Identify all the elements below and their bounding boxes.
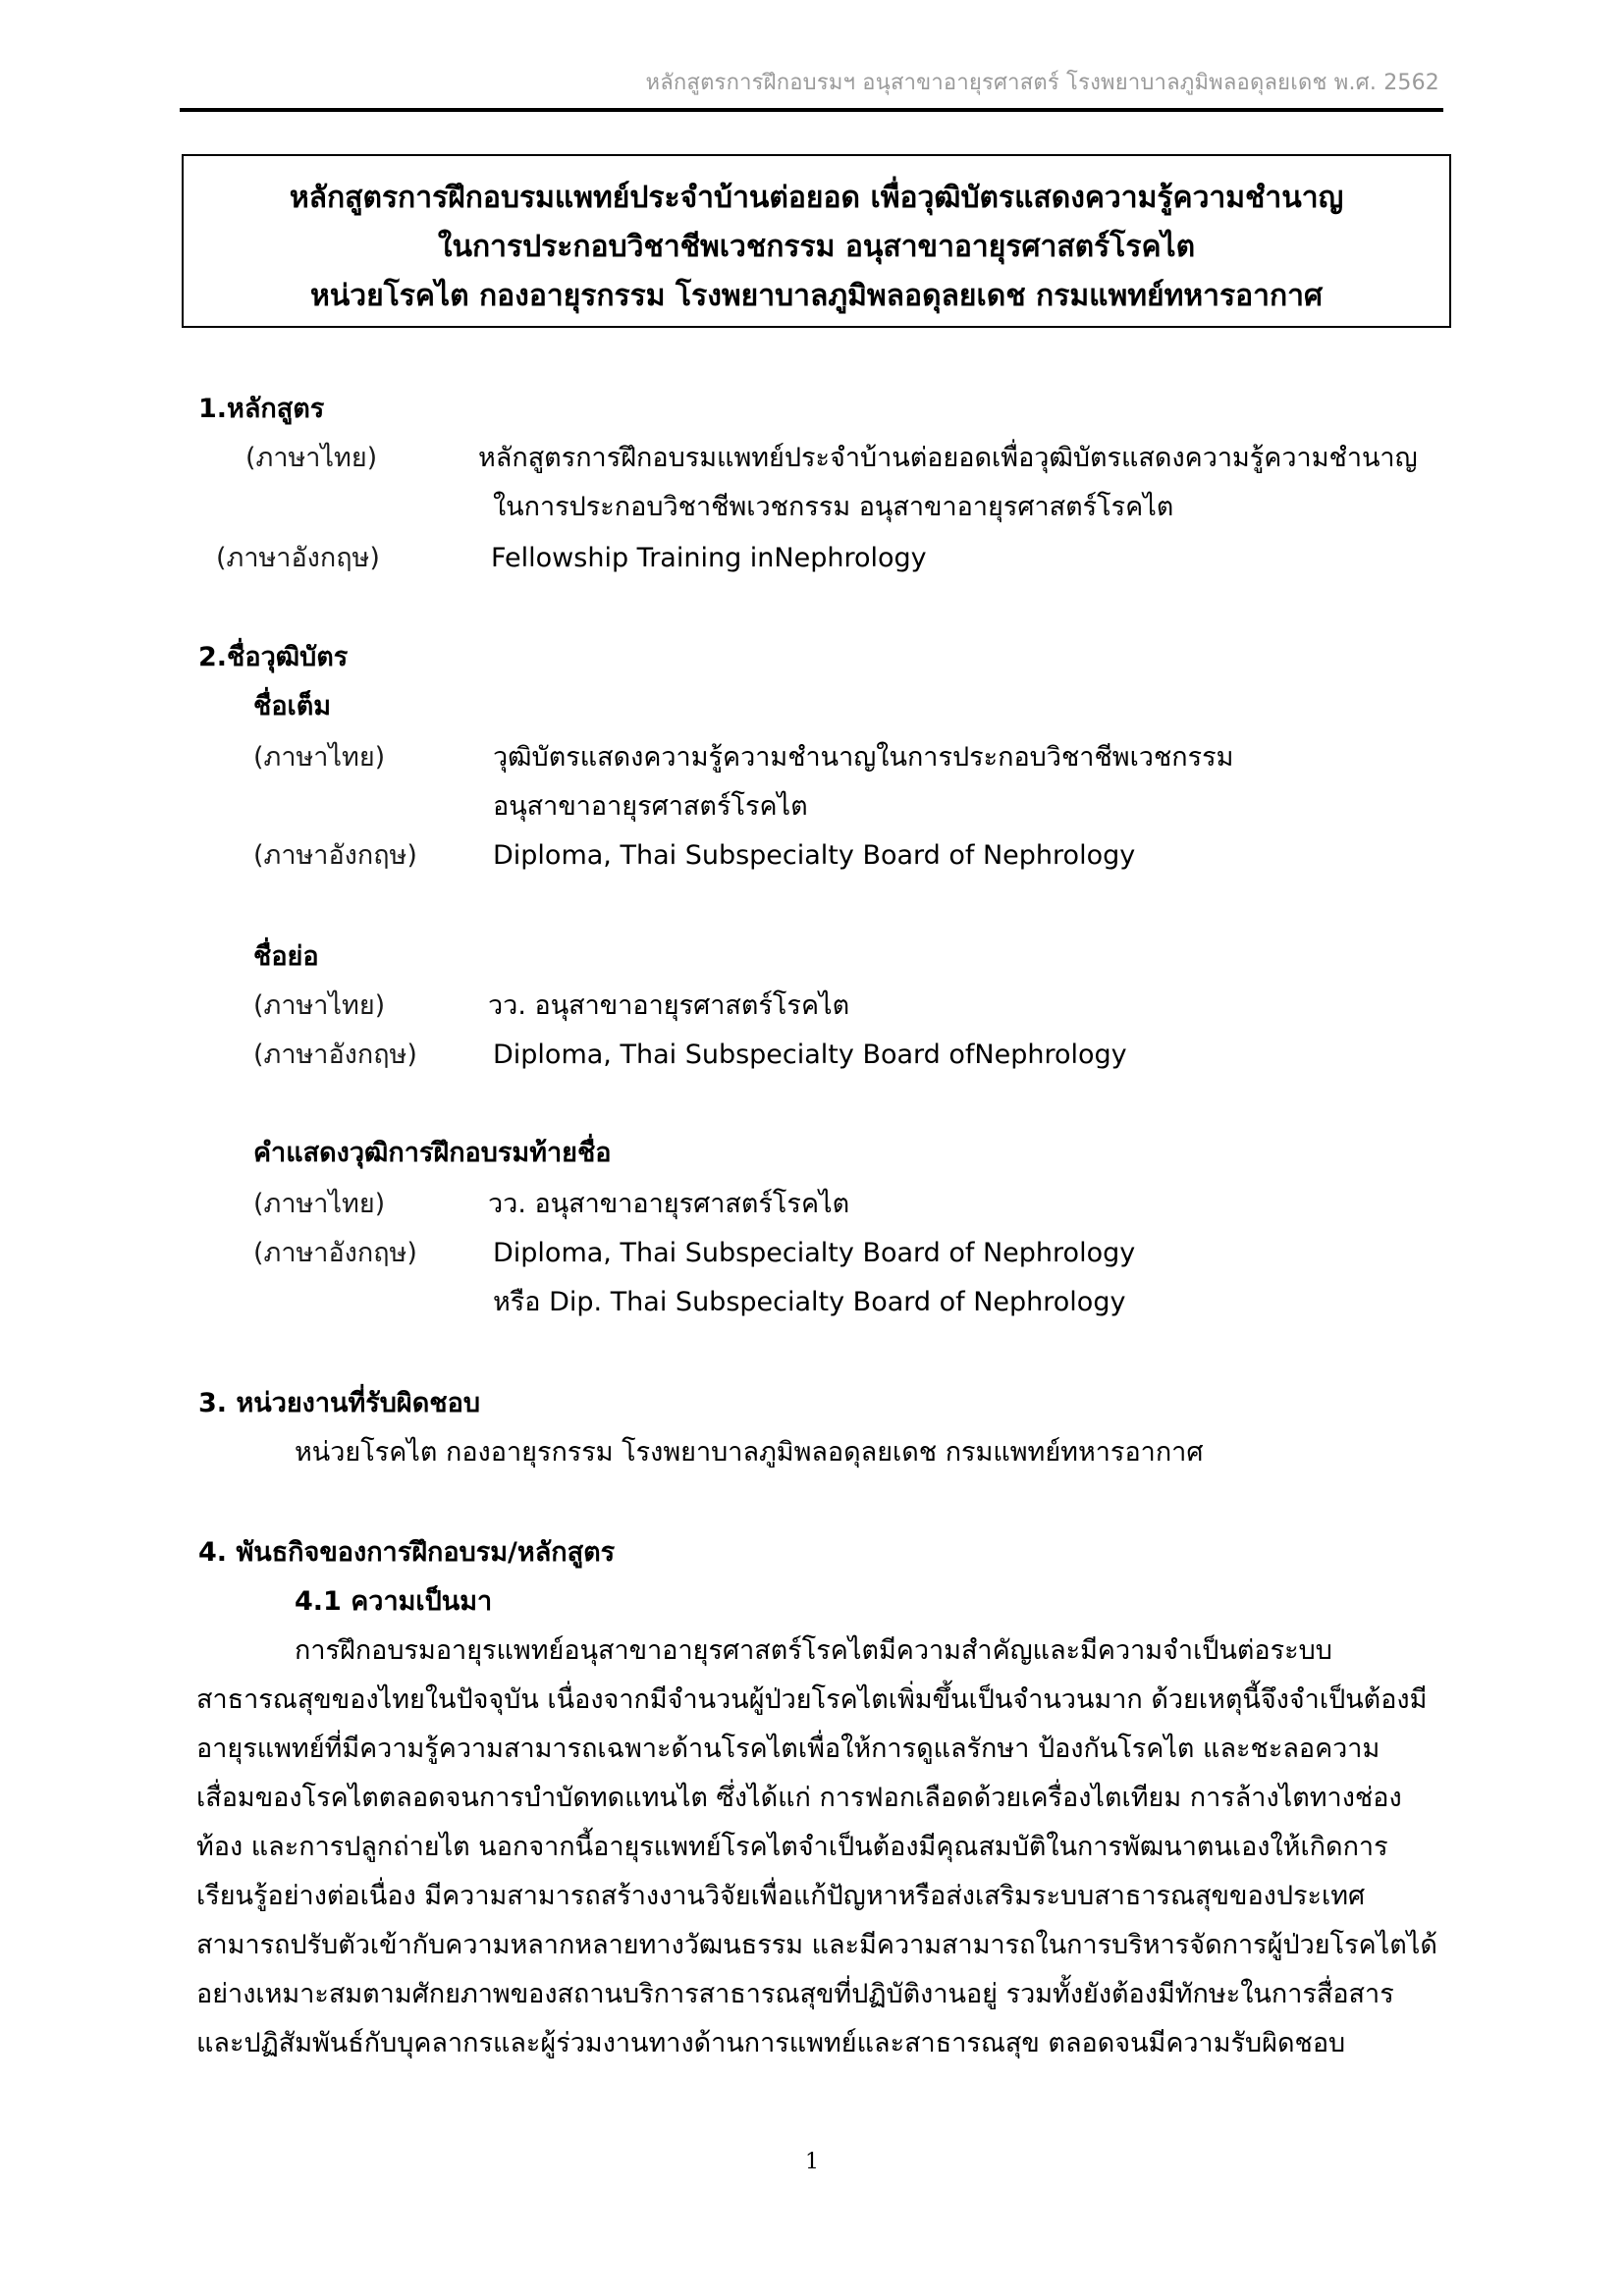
title-box bbox=[182, 154, 1451, 328]
section1-english-value: Fellowship Training inNephrology bbox=[491, 543, 927, 573]
section2-heading: 2.ชื่อวุฒิบัตร bbox=[198, 642, 349, 672]
section3-heading: 3. หน่วยงานที่รับผิดชอบ bbox=[198, 1388, 480, 1418]
short-name-english-label: (ภาษาอังกฤษ) bbox=[253, 1040, 417, 1070]
full-name-subheading: ชื่อเต็ม bbox=[253, 691, 332, 721]
title-line-1: หลักสูตรการฝึกอบรมแพทย์ประจำบ้านต่อยอด เพื่อวุฒิบัตรแสดงความรู้ความชำนาญ bbox=[289, 181, 1344, 215]
full-name-english-value: Diploma, Thai Subspecialty Board of Nephrology bbox=[493, 840, 1136, 871]
page-number: 1 bbox=[805, 2150, 819, 2174]
section1-heading: 1.หลักสูตร bbox=[198, 394, 325, 424]
full-name-english-label: (ภาษาอังกฤษ) bbox=[253, 840, 417, 871]
short-name-thai-value: วว. อนุสาขาอายุรศาสตร์โรคไต bbox=[488, 990, 850, 1021]
header-rule bbox=[180, 108, 1443, 112]
post-nominal-subheading: คำแสดงวุฒิการฝึกอบรมท้ายชื่อ bbox=[253, 1138, 612, 1168]
background-paragraph bbox=[196, 1627, 1438, 2068]
section1-english-label: (ภาษาอังกฤษ) bbox=[216, 543, 380, 573]
section4-heading: 4. พันธกิจของการฝึกอบรม/หลักสูตร bbox=[198, 1537, 616, 1568]
full-name-thai-label: (ภาษาไทย) bbox=[253, 742, 386, 773]
section4-subheading: 4.1 ความเป็นมา bbox=[295, 1586, 493, 1617]
running-header: หลักสูตรการฝึกอบรมฯ อนุสาขาอายุรศาสตร์ โรงพยาบาลภูมิพลอดุลยเดช พ.ศ. 2562 bbox=[645, 71, 1439, 95]
paragraph-line: สามารถปรับตัวเข้ากับความหลากหลายทางวัฒนธรรม และมีความสามารถในการบริหารจัดการผู้ป่วยโรคไตได้ bbox=[196, 1930, 1437, 1960]
short-name-subheading: ชื่อย่อ bbox=[253, 941, 319, 972]
short-name-thai-label: (ภาษาไทย) bbox=[253, 990, 386, 1021]
title-line-3: หน่วยโรคไต กองอายุรกรรม โรงพยาบาลภูมิพลอดุลยเดช กรมแพทย์ทหารอากาศ bbox=[309, 279, 1323, 313]
post-nominal-english-label: (ภาษาอังกฤษ) bbox=[253, 1238, 417, 1268]
post-nominal-thai-value: วว. อนุสาขาอายุรศาสตร์โรคไต bbox=[488, 1189, 850, 1219]
short-name-english-value: Diploma, Thai Subspecialty Board ofNephrology bbox=[493, 1040, 1127, 1070]
section1-thai-label: (ภาษาไทย) bbox=[245, 443, 378, 473]
post-nominal-thai-label: (ภาษาไทย) bbox=[253, 1189, 386, 1219]
paragraph-line: สาธารณสุขของไทยในปัจจุบัน เนื่องจากมีจำนวนผู้ป่วยโรคไตเพิ่มขึ้นเป็นจำนวนมาก ด้วยเหตุนี้จึงจำเป็นต้องมี bbox=[196, 1684, 1428, 1715]
full-name-thai-value-line2: อนุสาขาอายุรศาสตร์โรคไต bbox=[493, 791, 808, 822]
section1-thai-value-line1: หลักสูตรการฝึกอบรมแพทย์ประจำบ้านต่อยอดเพื่อวุฒิบัตรแสดงความรู้ความชำนาญ bbox=[478, 443, 1418, 473]
post-nominal-english-value-line2: หรือ Dip. Thai Subspecialty Board of Nephrology bbox=[493, 1287, 1126, 1317]
paragraph-line: เสื่อมของโรคไตตลอดจนการบำบัดทดแทนไต ซึ่งได้แก่ การฟอกเลือดด้วยเครื่องไตเทียม การล้างไตทางช่อง bbox=[196, 1783, 1402, 1813]
paragraph-line: ท้อง และการปลูกถ่ายไต นอกจากนี้อายุรแพทย์โรคไตจำเป็นต้องมีคุณสมบัติในการพัฒนาตนเองให้เกิดการ bbox=[196, 1832, 1388, 1862]
paragraph-line: และปฏิสัมพันธ์กับบุคลากรและผู้ร่วมงานทางด้านการแพทย์และสาธารณสุข ตลอดจนมีความรับผิดชอบ bbox=[196, 2028, 1346, 2058]
section3-value: หน่วยโรคไต กองอายุรกรรม โรงพยาบาลภูมิพลอดุลยเดช กรมแพทย์ทหารอากาศ bbox=[295, 1437, 1204, 1468]
post-nominal-english-value-line1: Diploma, Thai Subspecialty Board of Nephrology bbox=[493, 1238, 1136, 1268]
paragraph-line: เรียนรู้อย่างต่อเนื่อง มีความสามารถสร้างงานวิจัยเพื่อแก้ปัญหาหรือส่งเสริมระบบสาธารณสุขของประเทศ bbox=[196, 1881, 1366, 1911]
full-name-thai-value-line1: วุฒิบัตรแสดงความรู้ความชำนาญในการประกอบวิชาชีพเวชกรรม bbox=[493, 742, 1234, 773]
paragraph-line: อายุรแพทย์ที่มีความรู้ความสามารถเฉพาะด้านโรคไตเพื่อให้การดูแลรักษา ป้องกันโรคไต และชะลอความ bbox=[196, 1734, 1380, 1764]
paragraph-line: การฝึกอบรมอายุรแพทย์อนุสาขาอายุรศาสตร์โรคไตมีความสำคัญและมีความจำเป็นต่อระบบ bbox=[295, 1635, 1332, 1666]
paragraph-line: อย่างเหมาะสมตามศักยภาพของสถานบริการสาธารณสุขที่ปฏิบัติงานอยู่ รวมทั้งยังต้องมีทักษะในการสื่อสาร bbox=[196, 1979, 1394, 2009]
section1-thai-value-line2: ในการประกอบวิชาชีพเวชกรรม อนุสาขาอายุรศาสตร์โรคไต bbox=[493, 492, 1174, 522]
title-line-2: ในการประกอบวิชาชีพเวชกรรม อนุสาขาอายุรศาสตร์โรคไต bbox=[437, 230, 1196, 264]
